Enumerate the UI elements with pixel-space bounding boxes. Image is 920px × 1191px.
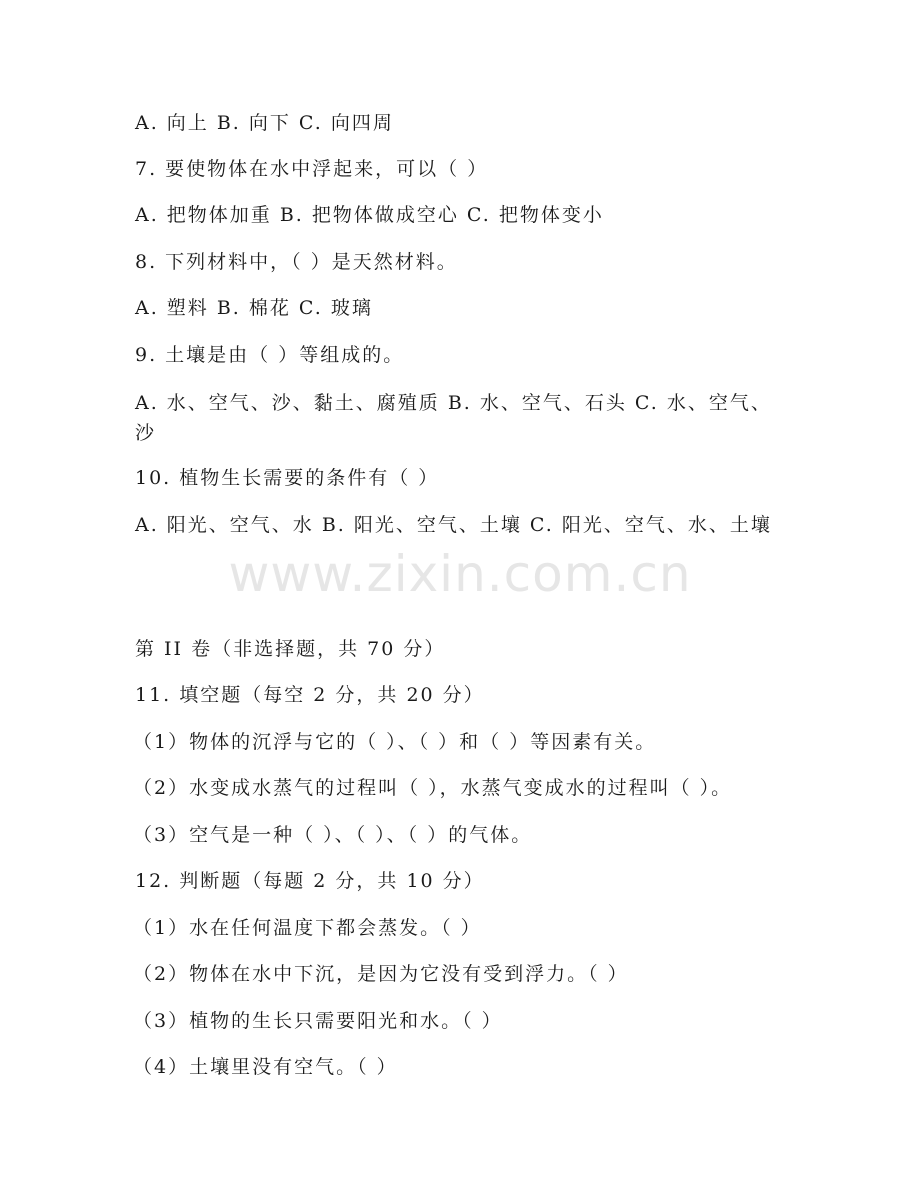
q12-item-3: （3）植物的生长只需要阳光和水。（ ） [133, 1010, 503, 1032]
q11-item-3: （3）空气是一种（ ）、（ ）、（ ）的气体。 [133, 824, 533, 846]
question-9: 9. 土壤是由（ ）等组成的。 [135, 344, 405, 366]
watermark: www.zixin.com.cn [228, 545, 692, 603]
question-12: 12. 判断题（每题 2 分，共 10 分） [135, 870, 485, 892]
q12-item-2: （2）物体在水中下沉，是因为它没有受到浮力。（ ） [133, 963, 629, 985]
q6-options: A. 向上 B. 向下 C. 向四周 [135, 112, 394, 134]
q7-options: A. 把物体加重 B. 把物体做成空心 C. 把物体变小 [135, 204, 604, 226]
q11-item-1: （1）物体的沉浮与它的（ ）、（ ）和（ ）等因素有关。 [133, 731, 657, 753]
q8-options: A. 塑料 B. 棉花 C. 玻璃 [135, 297, 373, 319]
section-ii-heading: 第 II 卷（非选择题，共 70 分） [135, 638, 446, 660]
question-8: 8. 下列材料中，（ ）是天然材料。 [135, 251, 458, 273]
q12-item-1: （1）水在任何温度下都会蒸发。（ ） [133, 917, 482, 939]
q9-options: A. 水、空气、沙、黏土、腐殖质 B. 水、空气、石头 C. 水、空气、沙 [135, 392, 772, 444]
question-7: 7. 要使物体在水中浮起来，可以（ ） [135, 158, 489, 180]
question-10: 10. 植物生长需要的条件有（ ） [135, 467, 440, 489]
q11-item-2: （2）水变成水蒸气的过程叫（ ），水蒸气变成水的过程叫（ ）。 [133, 777, 733, 799]
question-11: 11. 填空题（每空 2 分，共 20 分） [135, 684, 485, 706]
q10-options: A. 阳光、空气、水 B. 阳光、空气、土壤 C. 阳光、空气、水、土壤 [135, 514, 772, 536]
q12-item-4: （4）土壤里没有空气。（ ） [133, 1056, 398, 1078]
